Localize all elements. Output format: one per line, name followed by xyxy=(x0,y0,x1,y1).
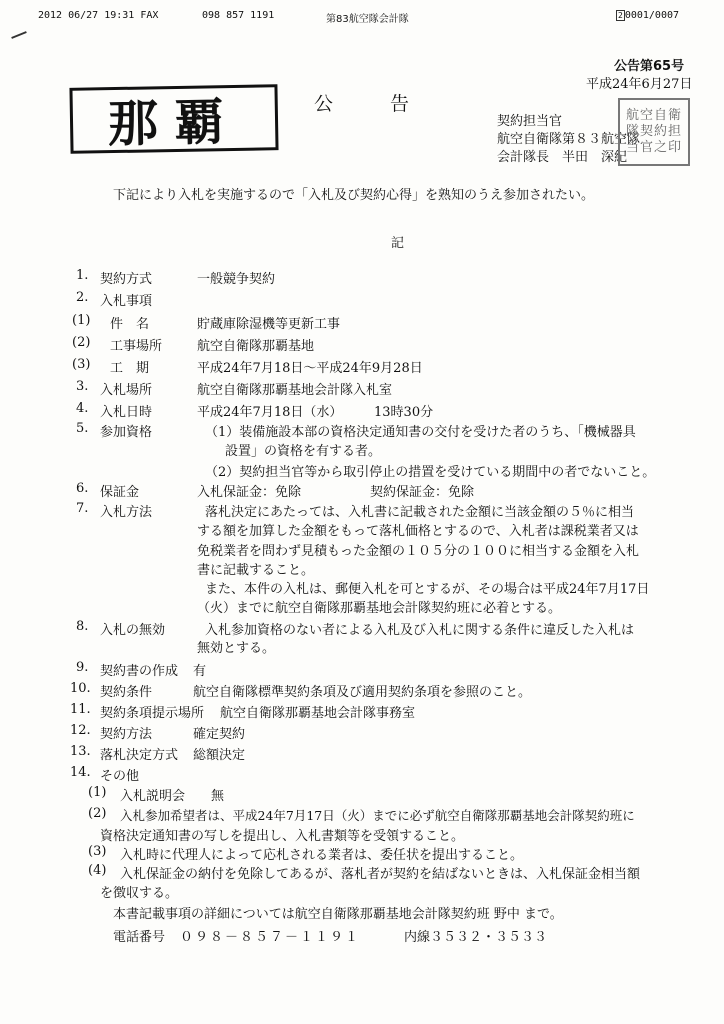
official-seal: 航空自衛隊契約担当官之印 xyxy=(618,98,690,166)
fax-datetime: 2012 06/27 19:31 FAX xyxy=(38,10,159,21)
issuer-line-3: 会計隊長 半田 深紀 xyxy=(497,150,628,165)
notice-title: 公 告 xyxy=(314,93,410,115)
notice-number: 公告第65号 xyxy=(614,59,685,74)
page-box-icon: 2 xyxy=(618,11,623,20)
issuer-line-2: 航空自衛隊第８３航空隊 xyxy=(497,132,641,147)
ki-heading: 記 xyxy=(391,236,405,251)
phone-label: 電話番号 xyxy=(113,930,166,945)
scan-mark xyxy=(11,31,27,39)
fax-page: 2 0001/0007 xyxy=(618,10,680,21)
intro-text: 下記により入札を実施するので「入札及び契約心得」を熟知のうえ参加されたい。 xyxy=(113,188,595,203)
fax-number: 098 857 1191 xyxy=(202,10,275,21)
notice-date: 平成24年6月27日 xyxy=(586,77,693,92)
phone-number: ０９８－８５７－１１９１ xyxy=(180,930,361,945)
issuer-line-1: 契約担当官 xyxy=(497,114,563,129)
location-stamp: 那覇 xyxy=(69,84,278,154)
contact-info: 本書記載事項の詳細については航空自衛隊那覇基地会計隊契約班 野中 まで。 xyxy=(113,907,563,922)
phone-extension: 内線３５３２・３５３３ xyxy=(404,930,548,945)
fax-sender: 第83航空隊会計隊 xyxy=(326,14,409,25)
